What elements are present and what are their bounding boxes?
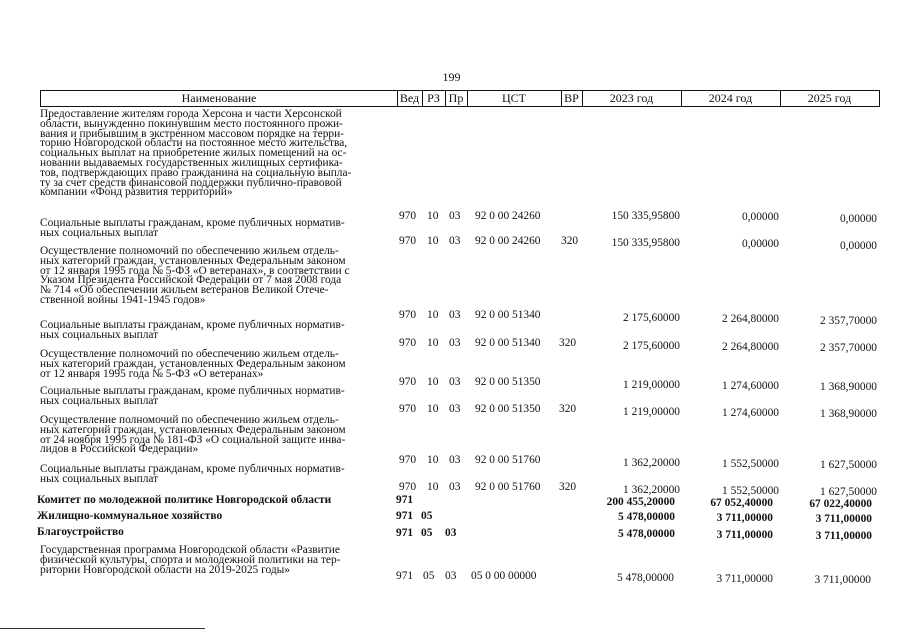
row-pr: 03 [449,403,461,415]
row-name: Жилищно-коммунальное хозяйство [37,510,223,522]
row-rz: 10 [427,481,439,493]
row-ved: 970 [399,309,417,321]
row-2023: 200 455,20000 [606,496,675,508]
header-cst: ЦСТ [467,90,562,107]
row-2023: 1 219,00000 [623,406,680,418]
row-rz: 10 [427,235,439,247]
row-2023: 1 219,00000 [623,379,680,391]
row-2024: 2 264,80000 [722,313,779,325]
row-ved: 970 [399,481,417,493]
row-vr: 320 [559,481,577,493]
row-2024: 1 274,60000 [722,380,779,392]
row-2023: 150 335,95800 [611,237,680,249]
row-2025: 1 368,90000 [820,381,877,393]
row-ved: 971 [396,494,414,506]
row-name: Социальные выплаты гражданам, кроме публичных норматив- ных социальных выплат [40,217,345,239]
row-cst: 92 0 00 51340 [475,309,541,321]
row-pr: 03 [445,570,457,582]
header-2023: 2023 год [582,90,682,107]
row-cst: 92 0 00 51350 [475,376,541,388]
row-2023: 5 478,00000 [618,511,675,523]
row-2024: 0,00000 [741,238,779,250]
row-name: Осуществление полномочий по обеспечению жильем отдель- ных категорий граждан, установленных Федеральным законом от 12 января 1995 года № 5-ФЗ «О ветеранах» [40,348,346,380]
row-pr: 03 [449,235,461,247]
header-rz: РЗ [422,90,446,107]
header-name: Наименование [40,90,398,107]
row-pr: 03 [445,527,457,539]
row-ved: 970 [399,454,417,466]
row-2024: 1 552,50000 [722,458,779,470]
header-2024: 2024 год [681,90,781,107]
row-cst: 92 0 00 51350 [475,403,541,415]
row-pr: 03 [449,454,461,466]
row-2025: 3 711,00000 [815,530,872,542]
row-2024: 67 052,40000 [710,497,773,509]
row-rz: 10 [427,454,439,466]
row-2024: 3 711,00000 [716,573,773,585]
row-rz: 05 [423,570,435,582]
row-vr: 320 [559,337,577,349]
row-2023: 1 362,20000 [623,457,680,469]
row-name: Благоустройство [37,526,124,538]
row-rz: 05 [421,510,433,522]
row-name: Государственная программа Новгородской области «Развитие физической культуры, спорта и молодежной политики на тер- ритории Новгородской области на 2019-2025 годы» [40,544,341,576]
row-2025: 1 627,50000 [820,486,877,498]
row-cst: 92 0 00 24260 [475,210,541,222]
row-ved: 970 [399,376,417,388]
row-2024: 2 264,80000 [722,341,779,353]
header-2025: 2025 год [780,90,880,107]
row-name: Предоставление жителям города Херсона и части Херсонской области, вынужденно покинувшим место постоянного прожи- вания и прибывшим в экстренном массовом порядке на терри- торию Новгородской области на постоянное место жительства, социальных выплат на приобретение жилых помещений на ос- новании выдаваемых государственных жилищных сертифика- тов, подтверждающих право гражданина на социальную выпла- ту за счет средств финансовой поддержки публично-правовой компании «Фонд развития территорий» [40,108,352,199]
row-rz: 05 [421,527,433,539]
header-vr: ВР [561,90,583,107]
row-cst: 92 0 00 51760 [475,481,541,493]
row-cst: 92 0 00 24260 [475,235,541,247]
row-rz: 10 [427,337,439,349]
row-2023: 5 478,00000 [618,528,675,540]
row-2025: 0,00000 [839,213,877,225]
header-ved: Вед [397,90,423,107]
row-cst: 05 0 00 00000 [471,570,537,582]
footnote-divider [0,628,205,629]
header-pr: Пр [445,90,468,107]
row-ved: 970 [399,403,417,415]
row-2025: 2 357,70000 [820,315,877,327]
row-pr: 03 [449,210,461,222]
page-number: 199 [442,70,461,84]
row-rz: 10 [427,403,439,415]
row-name: Социальные выплаты гражданам, кроме публичных норматив- ных социальных выплат [40,463,345,485]
row-2023: 1 362,20000 [623,484,680,496]
row-2025: 1 368,90000 [820,408,877,420]
row-ved: 970 [399,337,417,349]
row-2023: 5 478,00000 [617,572,674,584]
row-pr: 03 [449,337,461,349]
row-pr: 03 [449,309,461,321]
row-2025: 67 022,40000 [809,498,872,510]
row-pr: 03 [449,481,461,493]
row-2024: 3 711,00000 [716,529,773,541]
row-2023: 2 175,60000 [623,340,680,352]
row-2025: 2 357,70000 [820,342,877,354]
row-2025: 1 627,50000 [820,459,877,471]
row-ved: 970 [399,235,417,247]
row-cst: 92 0 00 51340 [475,337,541,349]
row-2024: 0,00000 [741,211,779,223]
row-2025: 3 711,00000 [815,513,872,525]
row-2024: 1 274,60000 [722,407,779,419]
row-rz: 10 [427,376,439,388]
row-ved: 971 [396,527,414,539]
row-name: Комитет по молодежной политике Новгородской области [37,494,332,506]
row-rz: 10 [427,309,439,321]
row-ved: 971 [396,510,414,522]
row-2025: 0,00000 [839,240,877,252]
row-name: Социальные выплаты гражданам, кроме публичных норматив- ных социальных выплат [40,319,345,341]
row-name: Социальные выплаты гражданам, кроме публичных норматив- ных социальных выплат [40,385,345,407]
row-rz: 10 [427,210,439,222]
row-pr: 03 [449,376,461,388]
row-2023: 150 335,95800 [611,210,680,222]
row-name: Осуществление полномочий по обеспечению жильем отдель- ных категорий граждан, установленных Федеральным законом от 24 ноября 1995 года № 181-ФЗ «О социальной защите инва- лидов в Российской Федерации» [40,414,346,456]
row-2024: 1 552,50000 [722,485,779,497]
row-vr: 320 [559,403,577,415]
row-ved: 971 [396,570,414,582]
row-ved: 970 [399,210,417,222]
row-2025: 3 711,00000 [814,574,871,586]
row-vr: 320 [561,235,579,247]
row-2024: 3 711,00000 [716,512,773,524]
row-name: Осуществление полномочий по обеспечению жильем отдель- ных категорий граждан, установленных Федеральным законом от 12 января 1995 года № 5-ФЗ «О ветеранах», в соответствии с Указом Президента Российской Федерации от 7 мая 2008 года № 714 «Об обеспечении жильем ветеранов Великой Отече- ственной войны 1941-1945 годов» [40,245,350,306]
row-cst: 92 0 00 51760 [475,454,541,466]
row-2023: 2 175,60000 [623,312,680,324]
